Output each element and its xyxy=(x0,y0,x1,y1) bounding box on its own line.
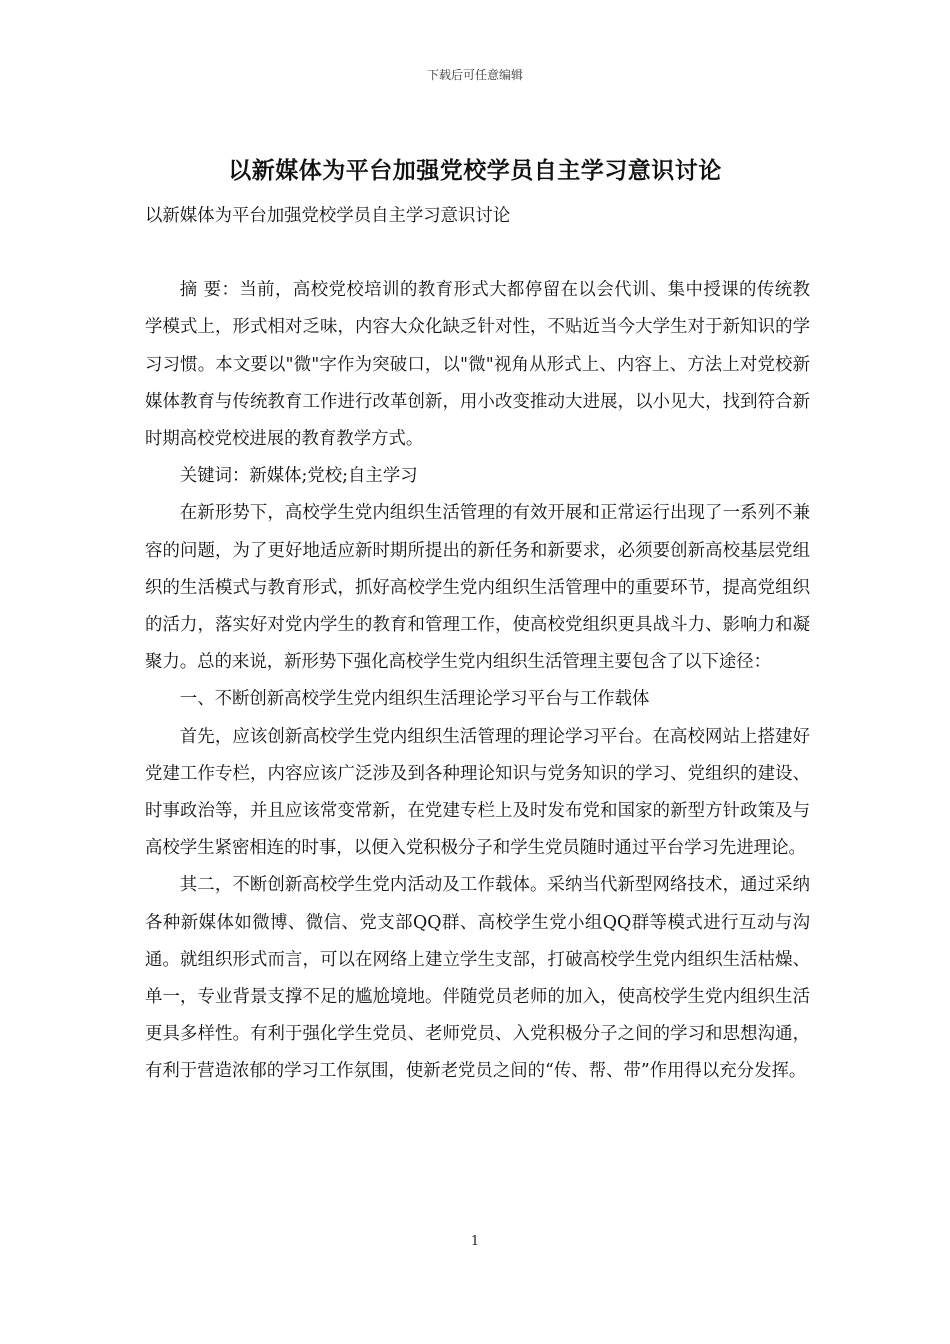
keywords-paragraph: 关键词：新媒体;党校;自主学习 xyxy=(179,466,418,487)
body-paragraph: 首先，应该创新高校学生党内组织生活管理的理论学习平台。在高校网站上搭建好党建工作专栏，内容应该广泛涉及到各种理论知识与党务知识的学习、党组织的建设、时事政治等，并且应该常变常新，在党建专栏上及时发布党和国家的新型方针政策及与高校学生紧密相连的时事，以便入党积极分子和学生党员随时通过平台学习先进理论。 xyxy=(145,726,810,859)
document-title: 以新媒体为平台加强党校学员自主学习意识讨论 xyxy=(228,157,722,184)
body-paragraph: 其二，不断创新高校学生党内活动及工作载体。采纳当代新型网络技术，通过采纳各种新媒体如微博、微信、党支部QQ群、高校学生党小组QQ群等模式进行互动与沟通。就组织形式而言，可以在网络上建立学生支部，打破高校学生党内组织生活枯燥、单一，专业背景支撑不足的尴尬境地。伴随党员老师的加入，使高校学生党内组织生活更具多样性。有利于强化学生党员、老师党员、入党积极分子之间的学习和思想沟通，有利于营造浓郁的学习工作氛围，使新老党员之间的“传、帮、带”作用得以充分发挥。 xyxy=(145,875,810,1082)
body-paragraph: 在新形势下，高校学生党内组织生活管理的有效开展和正常运行出现了一系列不兼容的问题，为了更好地适应新时期所提出的新任务和新要求，必须要创新高校基层党组织的生活模式与教育形式，抓好高校学生党内组织生活管理中的重要环节，提高党组织的活力，落实好对党内学生的教育和管理工作，使高校党组织更具战斗力、影响力和凝聚力。总的来说，新形势下强化高校学生党内组织生活管理主要包含了以下途径： xyxy=(145,503,810,673)
document-subtitle: 以新媒体为平台加强党校学员自主学习意识讨论 xyxy=(145,206,511,226)
page-header-note: 下载后可任意编辑 xyxy=(426,68,523,82)
section-heading: 一、不断创新高校学生党内组织生活理论学习平台与工作载体 xyxy=(179,689,650,710)
abstract-paragraph: 摘 要：当前，高校党校培训的教育形式大都停留在以会代训、集中授课的传统教学模式上，形式相对乏味，内容大众化缺乏针对性，不贴近当今大学生对于新知识的学习习惯。本文要以"微"字作为突破口，以"微"视角从形式上、内容上、方法上对党校新媒体教育与传统教育工作进行改革创新，用小改变推动大进展，以小见大，找到符合新时期高校党校进展的教育教学方式。 xyxy=(145,280,810,450)
document-body xyxy=(145,198,810,1091)
page-number: 1 xyxy=(470,1234,480,1249)
